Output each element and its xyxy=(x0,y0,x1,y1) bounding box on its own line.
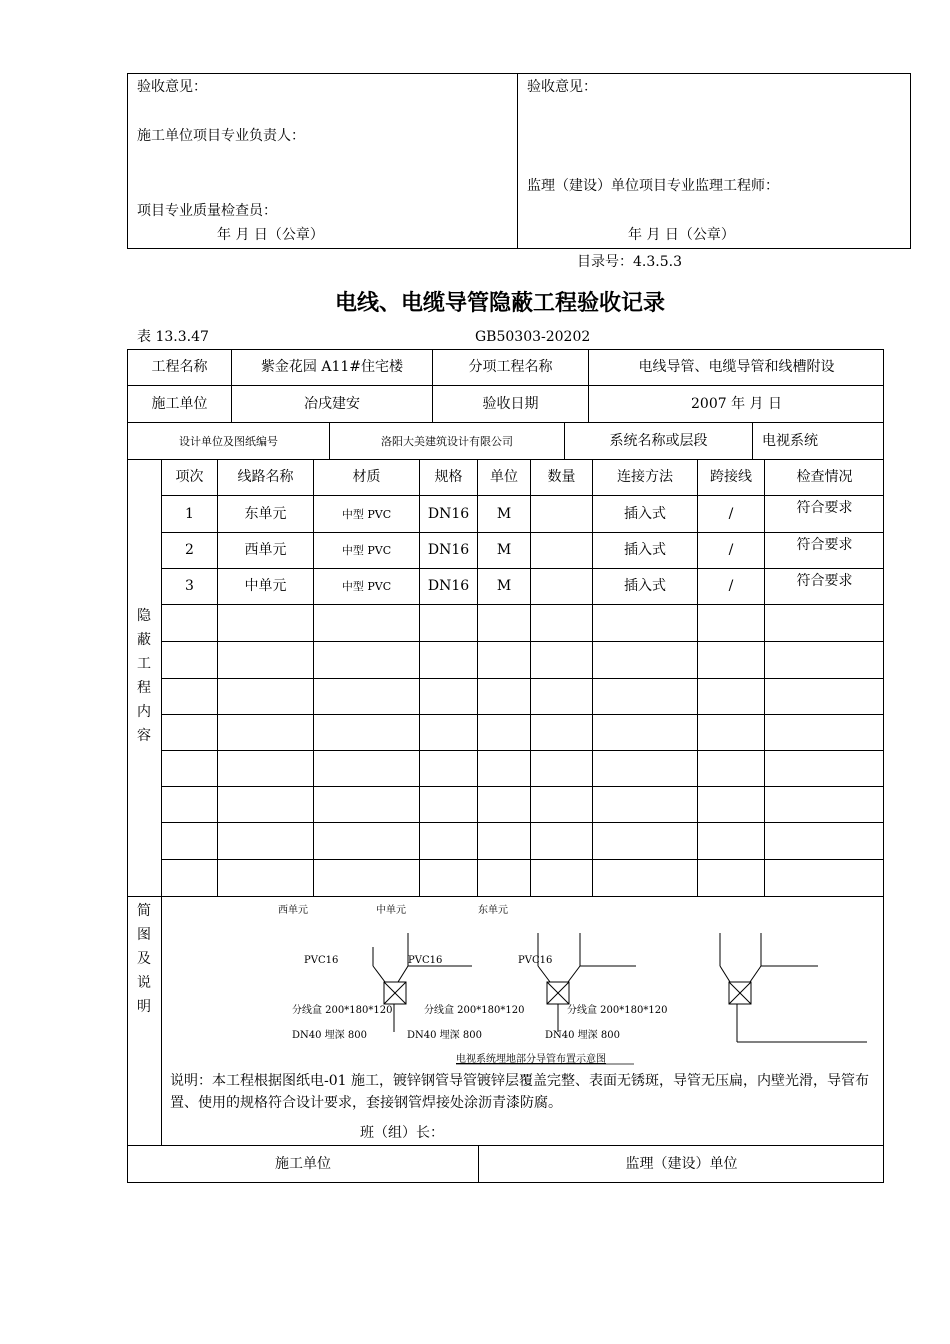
table-row-2-line: 西单元 xyxy=(244,542,287,558)
footer-supervisor: 监理（建设）单位 xyxy=(625,1156,738,1172)
header-spec: 规格 xyxy=(434,469,463,485)
table-row-3-material: 中型 PVC xyxy=(341,580,392,593)
table-row-2-connection: 插入式 xyxy=(624,542,666,558)
catalog-number: 目录号：4.3.5.3 xyxy=(577,254,682,270)
pvc-label-3: PVC16 xyxy=(518,955,553,966)
conduit-layout-diagram xyxy=(162,897,883,1072)
table-row-1-inspection: 符合要求 xyxy=(796,500,853,516)
table-number: 表 13.3.47 xyxy=(137,329,209,345)
table-row-2-jumper: / xyxy=(728,542,734,558)
table-row-3-unit: M xyxy=(496,578,512,594)
left-opinion-label: 验收意见： xyxy=(137,79,207,95)
page-title: 电线、电缆导管隐蔽工程验收记录 xyxy=(334,291,665,316)
depth-label-2: DN40 埋深 800 xyxy=(407,1030,482,1041)
footer-contractor: 施工单位 xyxy=(275,1156,331,1172)
table-row-3-jumper: / xyxy=(728,578,734,594)
table-row-3-spec: DN16 xyxy=(427,578,470,594)
contractor-label: 施工单位 xyxy=(151,396,208,412)
header-jumper: 跨接线 xyxy=(710,469,752,485)
table-row-1-item: 1 xyxy=(185,506,194,522)
right-date-seal: 年 月 日（公章） xyxy=(628,227,735,243)
table-row-3-connection: 插入式 xyxy=(624,578,666,594)
hidden-work-label: 隐蔽工程内容 xyxy=(137,608,151,744)
unit-label-middle: 中单元 xyxy=(376,905,406,916)
table-row-1-unit: M xyxy=(496,506,512,522)
table-row-2-spec: DN16 xyxy=(427,542,470,558)
junction-box-label-1: 分线盒 200*180*120 xyxy=(292,1005,393,1016)
depth-label-3: DN40 埋深 800 xyxy=(545,1030,620,1041)
pvc-label-1: PVC16 xyxy=(304,955,339,966)
acceptance-date-label: 验收日期 xyxy=(482,396,539,412)
header-material: 材质 xyxy=(352,469,381,485)
team-leader-label: 班（组）长： xyxy=(360,1125,444,1141)
acceptance-date-value: 2007 年 月 日 xyxy=(691,396,782,412)
header-item-no: 项次 xyxy=(175,469,204,485)
diagram-caption: 电视系统埋地部分导管布置示意图 xyxy=(456,1054,606,1065)
top-box-divider xyxy=(517,73,518,249)
table-row-2-item: 2 xyxy=(185,542,194,558)
project-name-value: 紫金花园 A11#住宅楼 xyxy=(260,359,404,375)
table-row-2-unit: M xyxy=(496,542,512,558)
design-unit-value: 洛阳大美建筑设计有限公司 xyxy=(381,435,513,448)
table-row-1-connection: 插入式 xyxy=(624,506,666,522)
table-row-3-line: 中单元 xyxy=(244,578,287,594)
junction-box-label-3: 分线盒 200*180*120 xyxy=(567,1005,668,1016)
header-line-name: 线路名称 xyxy=(237,469,294,485)
quality-inspector-label: 项目专业质量检查员： xyxy=(137,203,277,219)
table-row-2-inspection: 符合要求 xyxy=(796,537,853,553)
standard-code: GB50303-20202 xyxy=(475,329,591,345)
diagram-label: 简图及说明 xyxy=(137,903,151,1015)
top-acceptance-box xyxy=(127,73,911,249)
system-value: 电视系统 xyxy=(762,433,818,449)
header-connection: 连接方法 xyxy=(617,469,673,485)
table-row-1-jumper: / xyxy=(728,506,734,522)
design-unit-label: 设计单位及图纸编号 xyxy=(179,435,278,448)
system-label: 系统名称或层段 xyxy=(609,433,708,449)
unit-label-east: 东单元 xyxy=(478,905,508,916)
table-row-3-inspection: 符合要求 xyxy=(796,573,853,589)
table-row-1-spec: DN16 xyxy=(427,506,470,522)
header-unit: 单位 xyxy=(490,469,518,485)
contractor-lead-label: 施工单位项目专业负责人： xyxy=(137,128,305,144)
right-opinion-label: 验收意见： xyxy=(527,79,597,95)
table-row-1-line: 东单元 xyxy=(244,506,287,522)
contractor-value: 冶戌建安 xyxy=(304,396,360,412)
table-row-1-material: 中型 PVC xyxy=(341,508,392,521)
description-text: 说明：本工程根据图纸电-01 施工，镀锌钢管导管镀锌层覆盖完整、表面无锈斑，导管无压扁，内壁光滑，导管布置、使用的规格符合设计要求，套接钢管焊接处涂沥青漆防腐。 xyxy=(170,1073,869,1111)
table-row-3-item: 3 xyxy=(185,578,194,594)
header-quantity: 数量 xyxy=(547,469,576,485)
supervisor-engineer-label: 监理（建设）单位项目专业监理工程师： xyxy=(527,178,779,194)
subitem-value: 电线导管、电缆导管和线槽附设 xyxy=(638,359,835,375)
table-row-2-material: 中型 PVC xyxy=(341,544,392,557)
header-inspection: 检查情况 xyxy=(796,469,853,485)
project-name-label: 工程名称 xyxy=(151,359,208,375)
subitem-label: 分项工程名称 xyxy=(468,359,553,375)
depth-label-1: DN40 埋深 800 xyxy=(292,1030,367,1041)
pvc-label-2: PVC16 xyxy=(408,955,443,966)
junction-box-label-2: 分线盒 200*180*120 xyxy=(424,1005,525,1016)
left-date-seal: 年 月 日（公章） xyxy=(217,227,324,243)
unit-label-west: 西单元 xyxy=(278,905,308,916)
